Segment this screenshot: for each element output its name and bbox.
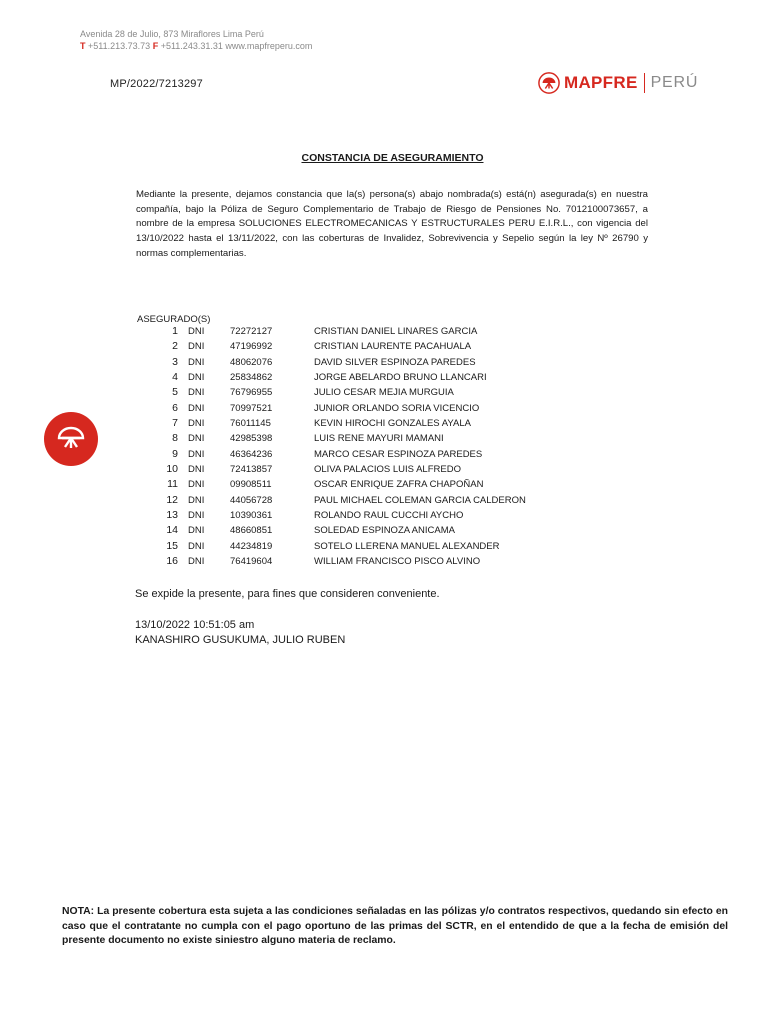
insured-doc-number: 72413857 xyxy=(230,464,273,476)
list-item xyxy=(138,370,598,385)
insured-doc-number: 10390361 xyxy=(230,510,273,522)
insured-number: 7 xyxy=(172,417,178,430)
insured-doc-type: DNI xyxy=(188,525,205,537)
footer-note xyxy=(62,905,728,949)
list-item xyxy=(138,324,598,339)
insured-name: SOLEDAD ESPINOZA ANICAMA xyxy=(314,525,455,537)
fax-number: +511.243.31.31 xyxy=(160,41,223,51)
note-label: NOTA: xyxy=(62,906,95,917)
list-item xyxy=(138,401,598,416)
insured-number: 1 xyxy=(172,325,178,337)
insured-number: 11 xyxy=(167,478,178,491)
insured-doc-number: 76419604 xyxy=(230,556,273,568)
issue-datetime: 13/10/2022 10:51:05 am xyxy=(135,619,255,631)
list-item xyxy=(138,447,598,462)
logo-country: PERÚ xyxy=(650,74,699,91)
insured-name: CRISTIAN LAURENTE PACAHUALA xyxy=(314,341,472,353)
insured-number: 13 xyxy=(166,509,178,522)
list-item xyxy=(138,416,598,431)
list-item xyxy=(138,462,598,477)
insured-name: WILLIAM FRANCISCO PISCO ALVINO xyxy=(314,556,481,568)
list-item xyxy=(138,431,598,446)
website: www.mapfreperu.com xyxy=(225,41,313,51)
insured-list xyxy=(138,324,598,570)
closing-statement: Se expide la presente, para fines que consideren conveniente. xyxy=(135,588,440,600)
insured-doc-type: DNI xyxy=(188,540,205,552)
insured-name: JUNIOR ORLANDO SORIA VICENCIO xyxy=(314,402,480,414)
insured-name: JORGE ABELARDO BRUNO LLANCARI xyxy=(314,372,487,384)
insured-doc-type: DNI xyxy=(188,433,205,445)
insured-doc-number: 44056728 xyxy=(230,494,273,506)
insured-name: LUIS RENE MAYURI MAMANI xyxy=(314,433,444,445)
mapfre-emblem-icon xyxy=(538,72,560,94)
insured-number: 14 xyxy=(166,524,178,537)
list-item xyxy=(138,355,598,370)
document-title: CONSTANCIA DE ASEGURAMIENTO xyxy=(301,152,484,164)
insured-doc-number: 48660851 xyxy=(230,525,273,537)
list-item xyxy=(138,477,598,492)
insured-doc-type: DNI xyxy=(188,356,205,368)
insured-number: 4 xyxy=(172,371,178,384)
insured-number: 5 xyxy=(172,386,178,399)
insured-doc-type: DNI xyxy=(188,341,205,353)
insured-doc-number: 72272127 xyxy=(230,326,273,337)
list-item xyxy=(138,539,598,554)
logo-divider xyxy=(644,73,645,93)
insured-doc-type: DNI xyxy=(188,510,205,522)
insured-name: SOTELO LLERENA MANUEL ALEXANDER xyxy=(314,540,500,552)
insured-name: OLIVA PALACIOS LUIS ALFREDO xyxy=(314,464,461,476)
insured-number: 8 xyxy=(172,432,178,445)
insured-doc-number: 25834862 xyxy=(230,372,273,384)
phone-label: T xyxy=(80,41,86,51)
list-item xyxy=(138,493,598,508)
insured-doc-type: DNI xyxy=(188,326,205,337)
insured-name: KEVIN HIROCHI GONZALES AYALA xyxy=(314,418,471,430)
insured-doc-type: DNI xyxy=(188,372,205,384)
insured-number: 12 xyxy=(166,493,178,506)
insured-doc-number: 76011145 xyxy=(230,418,271,430)
insured-number: 2 xyxy=(172,340,178,353)
insured-doc-type: DNI xyxy=(188,494,205,506)
mapfre-logo xyxy=(538,70,698,96)
company-address-block xyxy=(80,28,312,52)
list-item xyxy=(138,385,598,400)
insured-doc-number: 46364236 xyxy=(230,448,273,460)
insured-number: 9 xyxy=(172,447,178,460)
insured-name: CRISTIAN DANIEL LINARES GARCIA xyxy=(314,326,478,337)
mapfre-emblem-icon xyxy=(53,421,89,457)
company-address: Avenida 28 de Julio, 873 Miraflores Lima Perú xyxy=(80,29,264,39)
insured-number: 3 xyxy=(172,355,178,368)
insured-name: OSCAR ENRIQUE ZAFRA CHAPOÑAN xyxy=(314,479,484,491)
insured-doc-type: DNI xyxy=(188,479,205,491)
insured-name: PAUL MICHAEL COLEMAN GARCIA CALDERON xyxy=(314,494,526,506)
logo-brand: MAPFRE xyxy=(564,73,638,92)
insured-number: 16 xyxy=(166,555,178,568)
note-text: La presente cobertura esta sujeta a las condiciones señaladas en las pólizas y/o contratos respectivos, quedando sin efecto en caso que el contratante no cumpla con el pago oportuno de las primas del SCTR, en el entendido de que a la fecha de emisión del presente documento no existe siniestro alguno materia de reclamo. xyxy=(62,906,728,947)
list-item xyxy=(138,339,598,354)
insured-name: MARCO CESAR ESPINOZA PAREDES xyxy=(314,448,483,460)
company-contact-line xyxy=(80,40,312,52)
insured-doc-type: DNI xyxy=(188,418,205,430)
insured-name: DAVID SILVER ESPINOZA PAREDES xyxy=(314,356,476,368)
insured-name: ROLANDO RAUL CUCCHI AYCHO xyxy=(314,510,464,522)
body-paragraph: Mediante la presente, dejamos constancia que la(s) persona(s) abajo nombrada(s) está(n) asegurada(s) en nuestra compañía, bajo la Póliza de Seguro Complementario de Trabajo de Riesgo de Pensiones No. 7012100073657, a nombre de la empresa SOLUCIONES ELECTROMECANICAS Y ESTRUCTURALES PERU E.I.R.L., con vigencia del 13/10/2022 hasta el 13/11/2022, con las coberturas de Invalidez, Sobrevivencia y Sepelio según la ley Nº 26790 y normas complementarias. xyxy=(136,189,648,259)
insured-doc-number: 44234819 xyxy=(230,540,273,552)
insured-doc-number: 76796955 xyxy=(230,387,273,399)
insured-doc-number: 70997521 xyxy=(230,402,273,414)
signer-name: KANASHIRO GUSUKUMA, JULIO RUBEN xyxy=(135,634,346,646)
insured-number: 15 xyxy=(166,539,178,552)
list-item xyxy=(138,508,598,523)
insured-doc-number: 48062076 xyxy=(230,356,273,368)
insured-number: 6 xyxy=(172,401,178,414)
insured-doc-type: DNI xyxy=(188,556,205,568)
insured-doc-number: 42985398 xyxy=(230,433,273,445)
insured-doc-number: 47196992 xyxy=(230,341,273,353)
insured-doc-number: 09908511 xyxy=(230,479,272,491)
insured-header: ASEGURADO(S) xyxy=(137,314,211,325)
insured-doc-type: DNI xyxy=(188,402,205,414)
list-item xyxy=(138,523,598,538)
fax-label: F xyxy=(152,41,159,51)
side-emblem xyxy=(44,412,98,466)
insured-number: 10 xyxy=(166,463,178,476)
document-reference: MP/2022/7213297 xyxy=(110,78,203,90)
list-item xyxy=(138,554,598,569)
insured-doc-type: DNI xyxy=(188,387,205,399)
insured-doc-type: DNI xyxy=(188,464,205,476)
insured-name: JULIO CESAR MEJIA MURGUIA xyxy=(314,387,454,399)
insured-doc-type: DNI xyxy=(188,448,205,460)
phone-number: +511.213.73.73 xyxy=(88,41,151,51)
